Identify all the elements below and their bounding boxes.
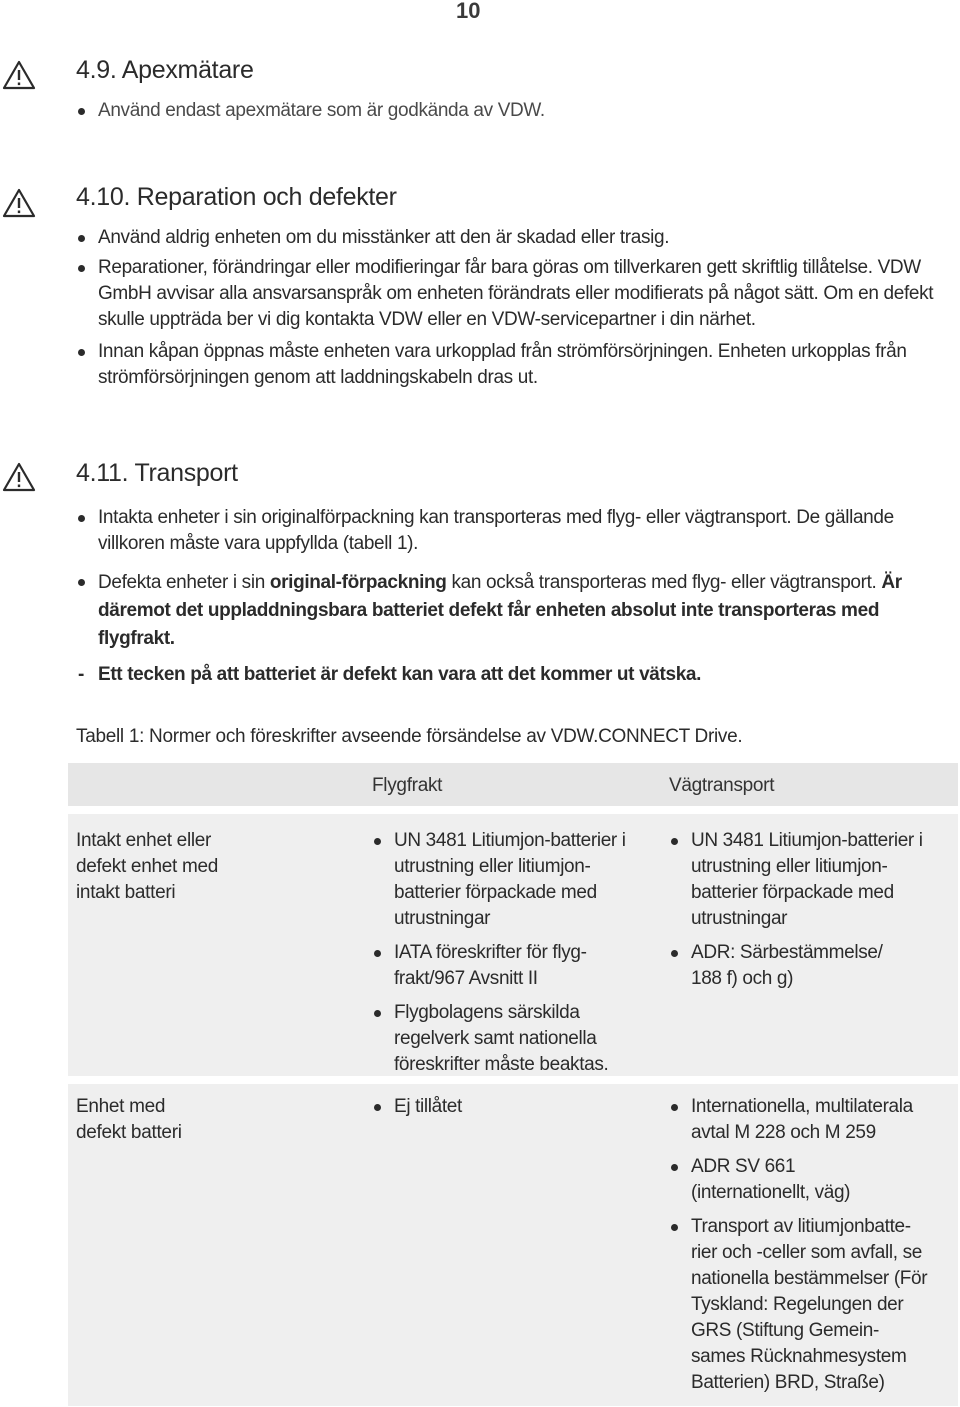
dash-marker: - bbox=[78, 664, 84, 685]
list-item: Reparationer, förändringar eller modifieringar får bara göras om tillverkaren gett skriftlig tillåtelse. VDW GmbH avvisar alla ansvarsanspråk om enheten förändrats eller modifierats på något sätt. Om en defekt skulle uppträda ber vi dig kontakta VDW eller en VDW-servicepartner i din närhet. bbox=[76, 255, 952, 333]
list-item: Flygbolagens särskilda regelverk samt nationella föreskrifter måste beaktas. bbox=[372, 1000, 647, 1078]
list-item: Internationella, multilaterala avtal M 228 och M 259 bbox=[669, 1094, 929, 1146]
section-heading: 4.9. Apexmätare bbox=[76, 56, 254, 84]
warning-triangle-icon bbox=[2, 60, 36, 90]
list-item: Intakta enheter i sin originalförpackning kan transporteras med flyg- eller vägtransport. De gällande villkoren måste vara uppfyllda (tabell 1). bbox=[76, 505, 952, 557]
text-run-bold: Är däremot det uppladdningsbara batteriet defekt får enheten absolut inte transporteras med flygfrakt. bbox=[98, 572, 902, 649]
section-reparation bbox=[76, 183, 952, 400]
page-number: 10 bbox=[456, 0, 481, 23]
section-heading: 4.11. Transport bbox=[76, 459, 238, 487]
cell-vagtransport bbox=[669, 828, 944, 1000]
section-heading: 4.10. Reparation och defekter bbox=[76, 183, 397, 211]
section-transport bbox=[76, 459, 952, 688]
bullet-list bbox=[76, 98, 952, 124]
table-header bbox=[68, 763, 958, 814]
dash-item bbox=[76, 662, 952, 688]
list-item: Använd endast apexmätare som är godkända av VDW. bbox=[76, 98, 952, 124]
cell-flygfrakt bbox=[372, 828, 647, 1086]
list-item: Ej tillåtet bbox=[372, 1094, 642, 1120]
row-label: Intakt enhet eller defekt enhet med intakt batteri bbox=[76, 830, 219, 903]
list-item: Innan kåpan öppnas måste enheten vara urkopplad från strömförsörjningen. Enheten urkopplas från strömförsörjningen genom att laddningskabeln dras ut. bbox=[76, 339, 952, 391]
warning-triangle-icon bbox=[2, 188, 36, 218]
text-run: kan också transporteras med flyg- eller vägtransport. bbox=[446, 572, 882, 593]
cell-flygfrakt bbox=[372, 1094, 642, 1128]
list-item bbox=[76, 569, 952, 653]
list-item: UN 3481 Litiumjon-batterier i utrustning eller litiumjon-batterier förpackade med utrustningar bbox=[669, 828, 944, 932]
list-item: UN 3481 Litiumjon-batterier i utrustning eller litiumjon-batterier förpackade med utrustningar bbox=[372, 828, 647, 932]
table-row bbox=[68, 1076, 958, 1406]
header-vagtransport: Vägtransport bbox=[669, 775, 775, 796]
section-apexmatare bbox=[76, 56, 952, 133]
bullet-list bbox=[76, 505, 952, 653]
cell-vagtransport bbox=[669, 1094, 929, 1404]
list-item: ADR: Särbestämmelse/ 188 f) och g) bbox=[669, 940, 911, 992]
list-item: Använd aldrig enheten om du misstänker att den är skadad eller trasig. bbox=[76, 225, 952, 251]
list-item: IATA föreskrifter för flyg-frakt/967 Avsnitt II bbox=[372, 940, 647, 992]
table-row bbox=[68, 814, 958, 1076]
bullet-list bbox=[76, 225, 952, 391]
text-run-bold: original-förpackning bbox=[269, 572, 447, 593]
warning-triangle-icon bbox=[2, 462, 36, 492]
list-item: Transport av litiumjonbatte-rier och -celler som avfall, se nationella bestämmelser (För Tyskland: Regelungen der GRS (Stiftung Gemein-sames Rücknahmesystem Batterien) BRD, Straße) bbox=[669, 1214, 931, 1396]
transport-table bbox=[68, 763, 958, 1406]
row-label: Enhet med defekt batteri bbox=[76, 1096, 182, 1143]
list-item: ADR SV 661 (internationellt, väg) bbox=[669, 1154, 871, 1206]
text-run: Defekta enheter i sin bbox=[98, 572, 270, 593]
header-flygfrakt: Flygfrakt bbox=[372, 775, 443, 796]
table-caption: Tabell 1: Normer och föreskrifter avseende försändelse av VDW.CONNECT Drive. bbox=[76, 726, 743, 747]
dash-item-text: Ett tecken på att batteriet är defekt kan vara att det kommer ut vätska. bbox=[98, 664, 702, 685]
